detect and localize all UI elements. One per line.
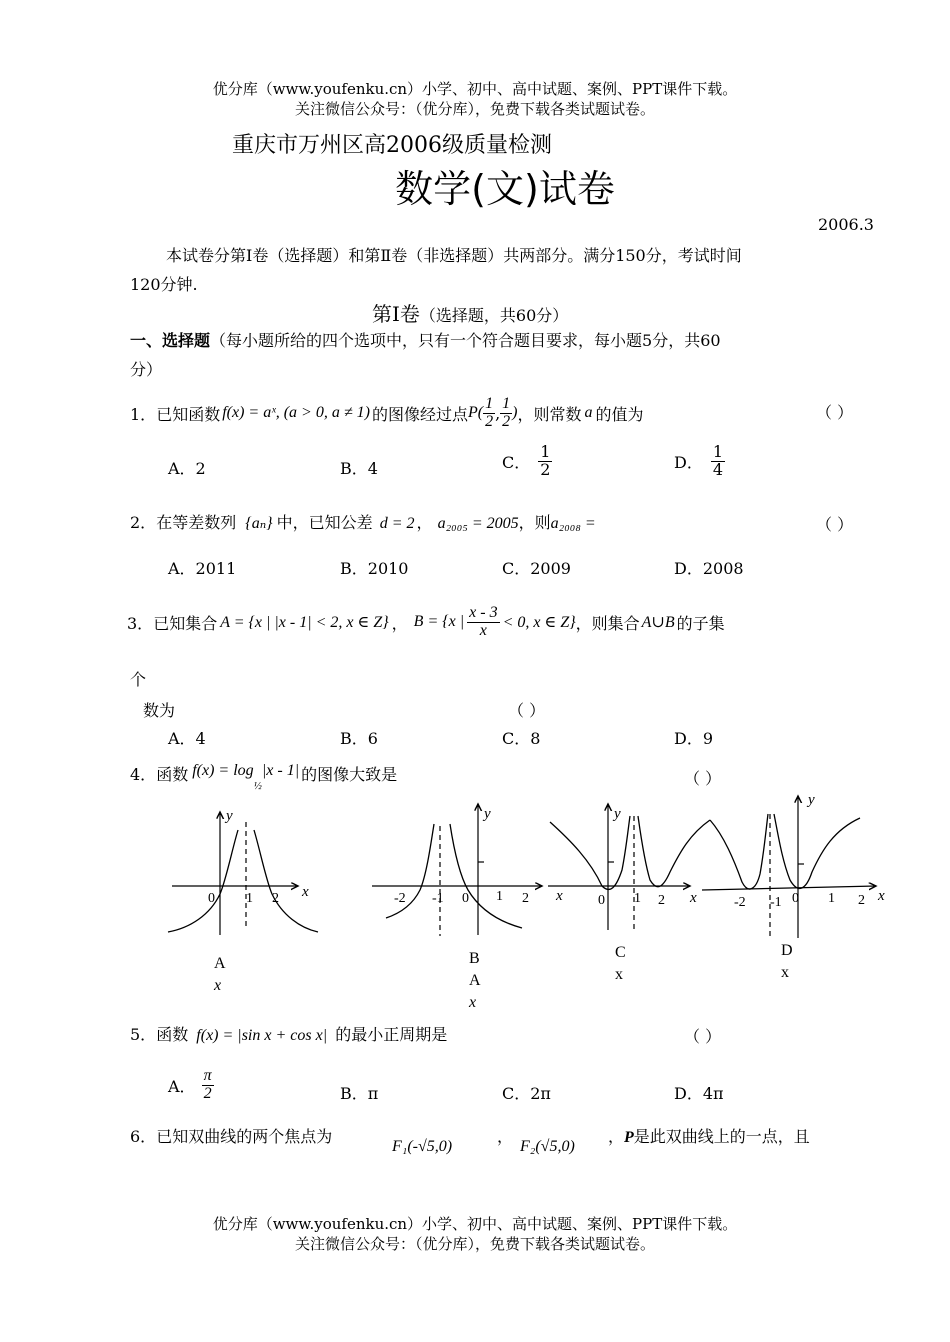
graph-c-curve-right [638, 816, 710, 887]
graph-b-tick-1: 1 [496, 889, 503, 904]
graph-a-curve-right [254, 830, 318, 932]
question-3 [127, 596, 725, 648]
q1-text-a: 已知函数 [156, 404, 221, 424]
q4-formula-b: |x - 1| [261, 762, 300, 779]
graph-b [372, 804, 542, 936]
part1-main: 第Ⅰ卷 [372, 302, 420, 326]
q1-opt-a: A．2 [168, 459, 206, 478]
header-line-1: 优分库（www.youfenku.cn）小学、初中、高中试题、案例、PPT课件下载。 [212, 80, 738, 98]
intro-line-2: 120分钟. [130, 275, 198, 294]
graph-a-tick-0: 0 [208, 891, 215, 906]
graph-b-tick-neg1: -1 [432, 891, 444, 906]
graph-d-x-label: x [878, 888, 885, 904]
question-6 [130, 1124, 332, 1147]
graph-c-x-label-left: x [556, 888, 563, 904]
q2-seq: {aₙ} [245, 515, 273, 532]
q1-point-suffix: ) [512, 404, 518, 421]
graph-c-tick-2: 2 [658, 893, 665, 908]
q5-opt-a-frac: $\frac{\pi}{2}$ [203, 1067, 212, 1102]
q3-text-c: ，则集合 [575, 613, 640, 633]
q2-opt-c: C．2009 [502, 559, 571, 578]
q2-opt-a: A．2011 [168, 559, 237, 578]
question-5 [130, 1022, 447, 1045]
footer-line-2: 关注微信公众号：（优分库），免费下载各类试题试卷。 [294, 1235, 655, 1253]
graph-a [168, 808, 318, 935]
graph-c-tick-0: 0 [598, 893, 605, 908]
graph-d-tick-0: 0 [792, 891, 799, 906]
graph-b-tick-0: 0 [462, 891, 469, 906]
graph-d-label: D [781, 942, 793, 959]
q1-var: a [584, 404, 593, 421]
section-desc-1: （每小题所给的四个选项中，只有一个符合题目要求，每小题5分，共60 [210, 331, 721, 350]
graph-c-curve-left [550, 816, 630, 889]
q6-text-c: 是此双曲线上的一点，且 [633, 1127, 810, 1146]
graph-c-x-label-right: x [690, 890, 697, 906]
q6-p: P [624, 1129, 634, 1146]
q3-opt-d: D．9 [674, 729, 714, 748]
q3-text-e: 个 [130, 670, 147, 689]
graph-a-label: A [214, 955, 226, 972]
exam-date: 2006.3 [818, 215, 874, 234]
graph-d-curve-right [774, 814, 860, 888]
q1-num: 1． [130, 404, 157, 424]
q1-opt-d: D． $\frac{1}{4}$ [674, 442, 724, 479]
q1-opt-b: B．4 [340, 459, 378, 478]
q3-text-f: 数为 [143, 701, 176, 720]
graph-b-curve-right [450, 824, 522, 928]
q3-text-d: 的子集 [676, 613, 725, 633]
q4-base: ½ [253, 780, 262, 792]
header-line-2: 关注微信公众号：（优分库），免费下载各类试题试卷。 [294, 100, 655, 118]
question-2: 2．在等差数列 {aₙ} 中，已知公差 d = 2 ， a₂₀₀₅ = 2005，则a₂₀₀₈ = [130, 513, 596, 532]
q2-text-a: 在等差数列 [156, 513, 237, 532]
exam-title: 数学(文)试卷 [395, 167, 615, 211]
q2-a2008: a₂₀₀₈ = [550, 515, 596, 532]
graph-d-y-label: y [808, 792, 815, 808]
q5-answer-paren: （ ） [684, 1027, 722, 1046]
q3-opt-b: B．6 [340, 729, 378, 748]
q1-opt-d-frac: $\frac{1}{4}$ [712, 442, 724, 479]
q2-text-b: 中，已知公差 [276, 513, 373, 532]
question-1: 1． 已知函数 f(x) = aˣ, (a > 0, a ≠ 1) 的图像经过点 P( $\frac{1}{2}$ , $\frac{1}{2}$ ) ，则常数 a 的值为 [130, 394, 644, 430]
q2-num: 2． [130, 513, 157, 532]
graph-a-tick-2: 2 [272, 891, 279, 906]
q6-text-a: 已知双曲线的两个焦点为 [156, 1127, 333, 1146]
graph-c-y-label: y [614, 806, 621, 822]
graph-b-sublabel: x [469, 994, 477, 1011]
graph-c-tick-1: 1 [634, 891, 641, 906]
q4-num: 4． [130, 765, 157, 784]
section-label: 一、选择题 [130, 331, 211, 350]
q3-answer-paren: （ ） [508, 701, 546, 720]
graph-b-tick-neg2: -2 [394, 891, 406, 906]
part1-heading [372, 298, 568, 327]
graph-d-tick-neg2: -2 [734, 895, 746, 910]
q5-formula: f(x) = |sin x + cos x| [196, 1027, 328, 1044]
q3-set-b-suffix: < 0, x ∈ Z} [502, 614, 576, 631]
question-4 [130, 762, 398, 792]
graph-b-label-2: A [469, 972, 481, 989]
graph-d-tick-2: 2 [858, 893, 865, 908]
q1-point-y: $\frac{1}{2}$ [502, 394, 511, 430]
section-desc-2: 分） [130, 360, 163, 379]
graph-a-curve-left [168, 830, 238, 932]
q4-graphs [150, 790, 900, 950]
section-heading [130, 328, 721, 351]
q6-comma: ， [497, 1127, 514, 1146]
q1-point-x: $\frac{1}{2}$ [485, 394, 494, 430]
q1-formula: f(x) = aˣ, (a > 0, a ≠ 1) [222, 404, 370, 421]
q1-text-b: 的图像经过点 [371, 404, 468, 424]
q6-tail [608, 1124, 810, 1147]
q6-f1: F₁(-√5,0) [392, 1138, 453, 1155]
q3-num: 3． [127, 613, 154, 633]
q1-answer-paren: （ ） [816, 403, 854, 422]
graph-b-label: B [469, 950, 480, 967]
graph-a-tick-1: 1 [246, 891, 253, 906]
q3-text-a: 已知集合 [153, 613, 218, 633]
q5-opt-a: A． $\frac{\pi}{2}$ [168, 1067, 212, 1102]
q5-text-b: 的最小正周期是 [335, 1025, 448, 1044]
q6-text-b: ， [608, 1127, 625, 1146]
q1-opt-c-frac: $\frac{1}{2}$ [540, 442, 551, 479]
graph-d-x-axis [702, 886, 876, 890]
graph-a-y-label: y [226, 808, 233, 824]
q6-f2: F₂(√5,0) [520, 1138, 575, 1155]
q3-text-b: ， [391, 613, 408, 633]
q2-text-c: ，则 [518, 513, 551, 532]
q1-point-prefix: P( [467, 404, 484, 421]
q3-union: A∪B [641, 614, 675, 631]
graph-d [702, 792, 885, 940]
q3-set-a: A = {x | |x - 1| < 2, x ∈ Z} [220, 614, 389, 631]
q5-num: 5． [130, 1025, 157, 1044]
q5-opt-d: D．4π [674, 1084, 724, 1103]
graph-d-tick-1: 1 [828, 891, 835, 906]
q3-set-b-prefix: B = {x | [413, 613, 465, 630]
q4-text-a: 函数 [156, 765, 189, 784]
q2-a2005: a₂₀₀₅ = 2005 [437, 515, 519, 532]
graph-c-label: C [615, 944, 626, 961]
graph-c [548, 804, 710, 930]
q4-text-b: 的图像大致是 [301, 765, 398, 784]
q2-opt-b: B．2010 [340, 559, 409, 578]
q5-opt-b: B．π [340, 1084, 379, 1103]
q3-opt-a: A．4 [168, 729, 206, 748]
graph-d-sublabel: x [781, 964, 789, 981]
q2-answer-paren: （ ） [816, 515, 854, 534]
q1-text-c: ，则常数 [517, 404, 582, 424]
q3-opt-c: C．8 [502, 729, 541, 748]
q2-opt-d: D．2008 [674, 559, 744, 578]
q2-d: d = 2 [379, 515, 415, 532]
q4-answer-paren: （ ） [684, 769, 722, 788]
q1-text-d: 的值为 [595, 404, 644, 424]
graph-a-x-label: x [302, 884, 309, 900]
graph-d-curve-left [710, 814, 768, 889]
graph-c-sublabel: x [615, 966, 623, 983]
graph-b-tick-2: 2 [522, 891, 529, 906]
q3-set-b-frac: $\frac{x - 3}{x}$ [469, 603, 498, 639]
graph-d-tick-neg1: -1 [770, 895, 782, 910]
part1-sub: （选择题，共60分） [419, 306, 569, 325]
graph-b-y-label: y [484, 806, 491, 822]
q4-formula: f(x) = log [192, 762, 254, 779]
q1-opt-c: C． $\frac{1}{2}$ [502, 442, 551, 479]
graph-a-sublabel: x [214, 977, 222, 994]
q5-text-a: 函数 [156, 1025, 189, 1044]
exam-subtitle: 重庆市万州区高2006级质量检测 [232, 133, 552, 158]
footer-line-1: 优分库（www.youfenku.cn）小学、初中、高中试题、案例、PPT课件下载。 [212, 1215, 738, 1233]
q6-num: 6． [130, 1127, 157, 1146]
intro-line-1: 本试卷分第Ⅰ卷（选择题）和第Ⅱ卷（非选择题）共两部分。满分150分，考试时间 [166, 246, 742, 265]
q5-opt-c: C．2π [502, 1084, 551, 1103]
